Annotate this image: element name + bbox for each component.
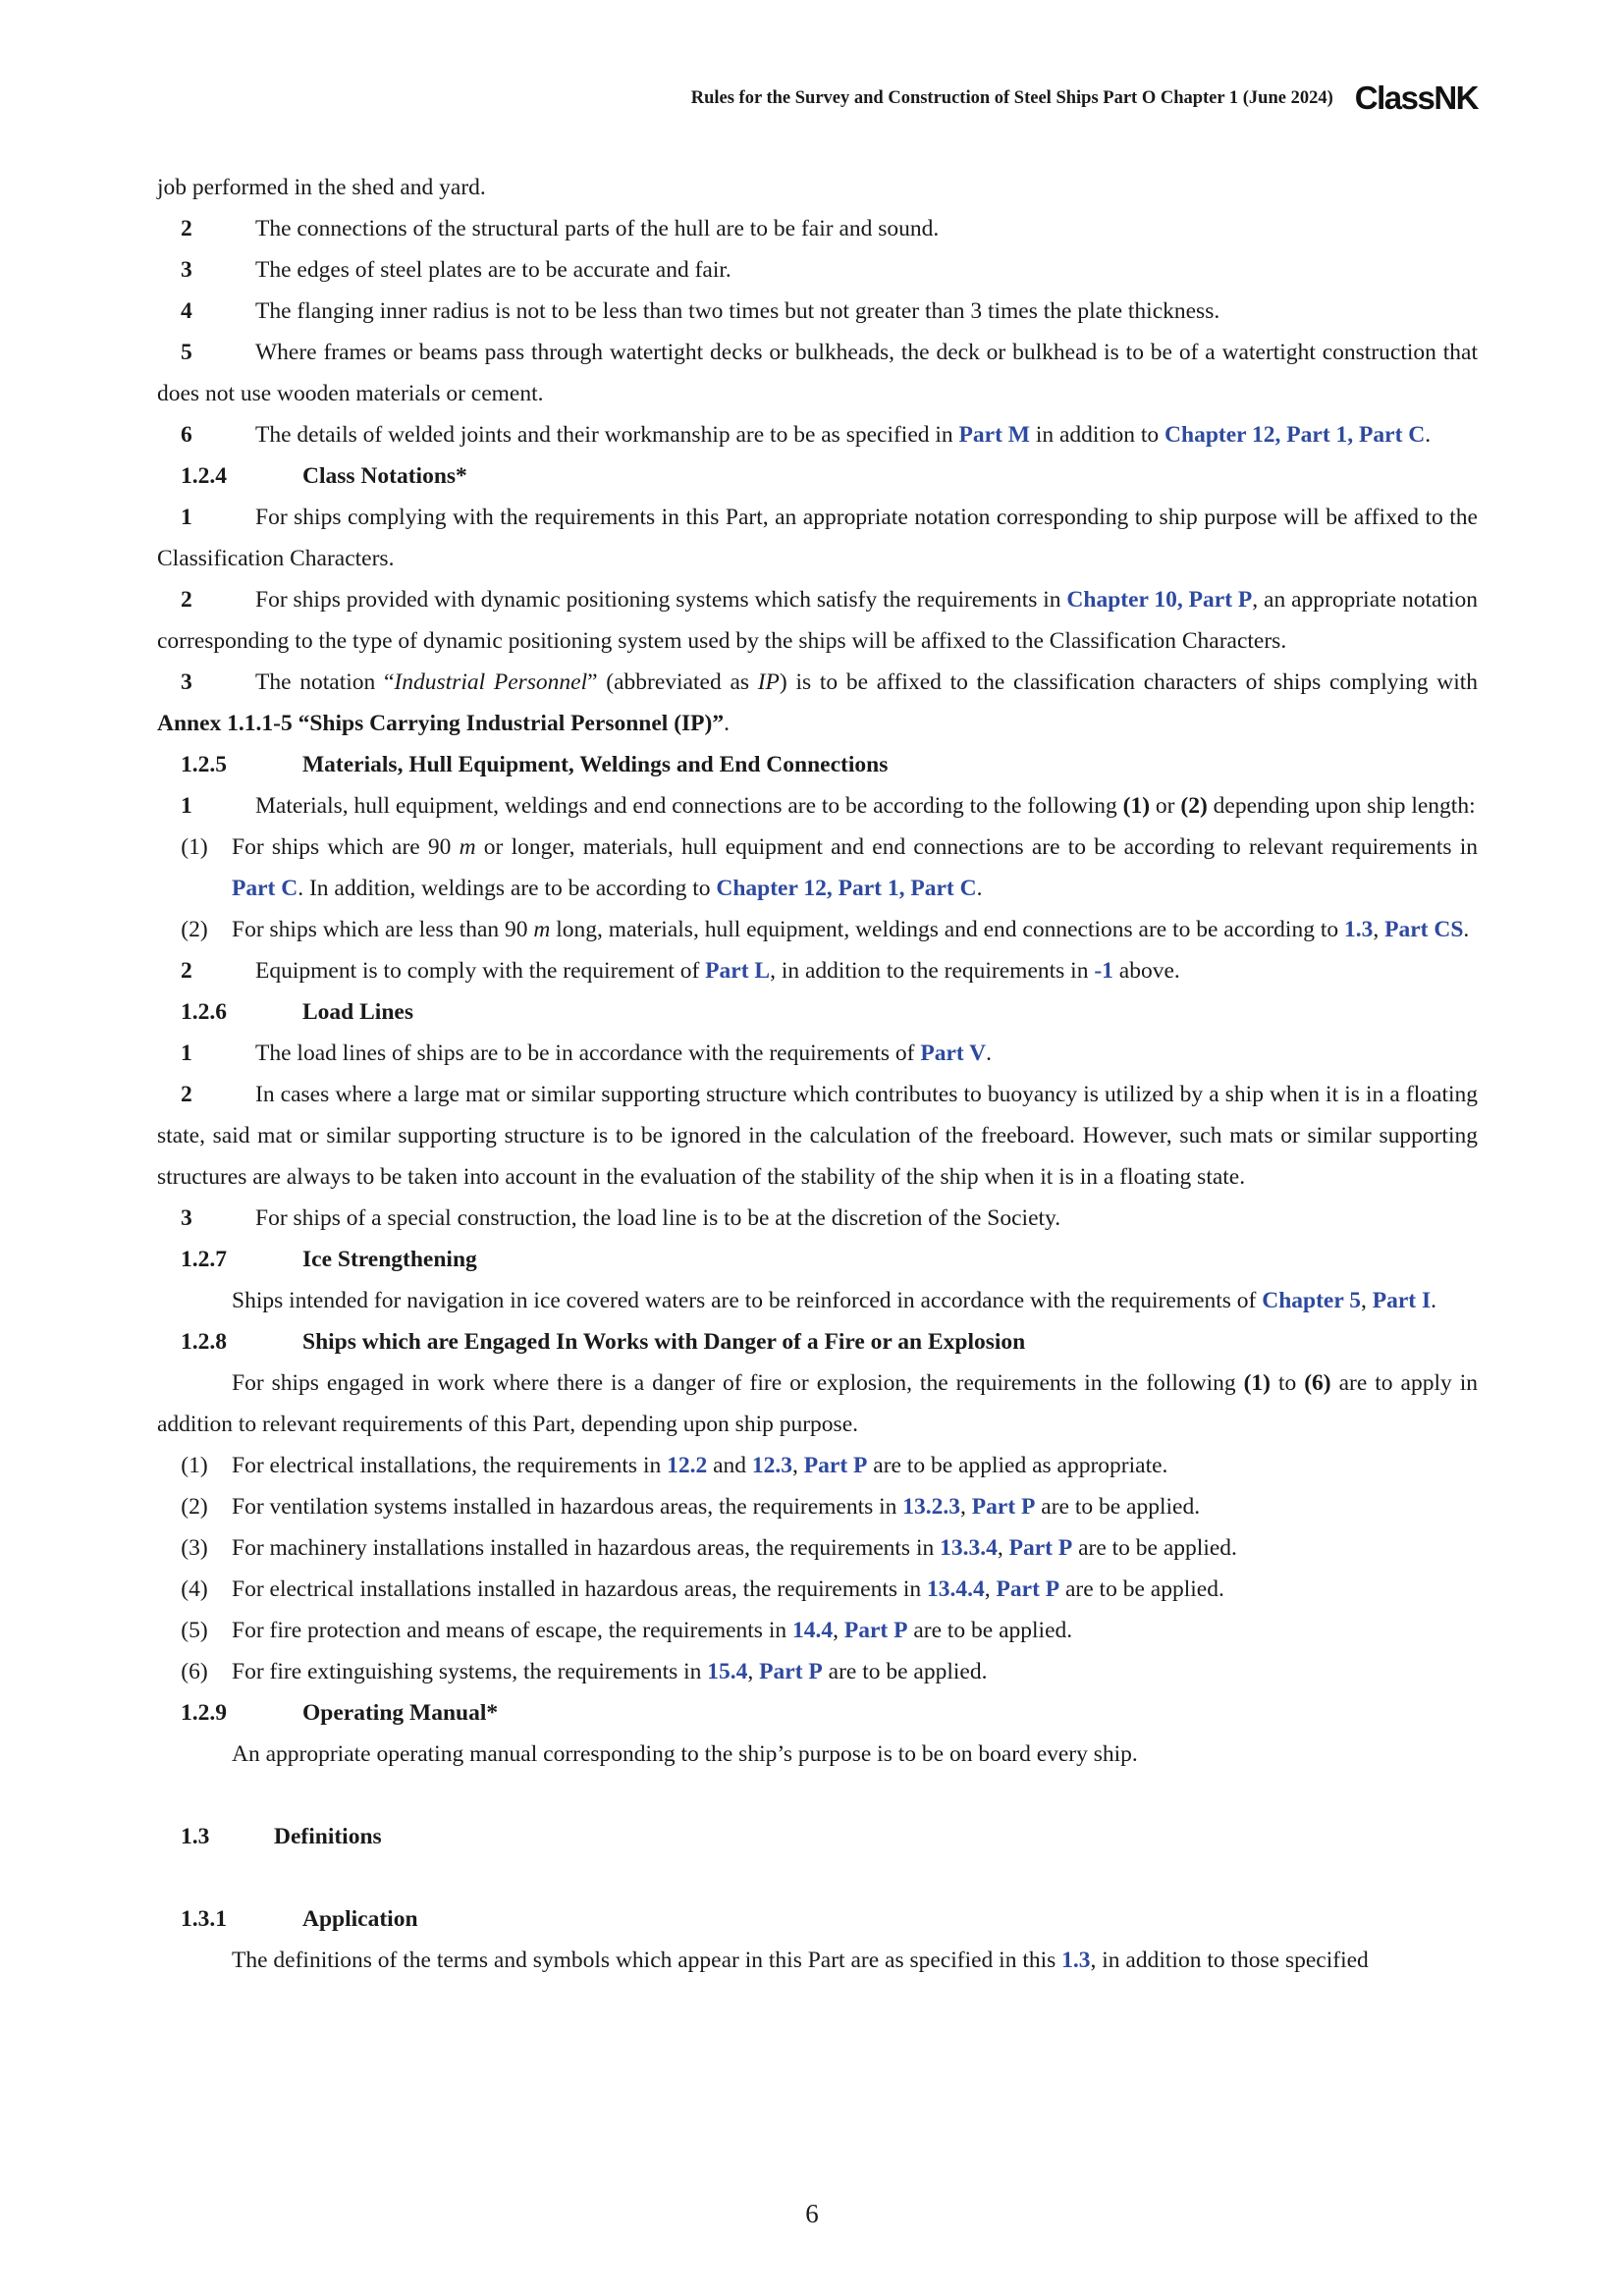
link-part-p[interactable]: Part P: [1008, 1535, 1073, 1561]
paragraph: 2 The connections of the structural parts of the hull are to be fair and sound.: [181, 216, 940, 241]
list-item: (1) For ships which are 90 m or longer, materials, hull equipment and end connections are to be according to relevant requirements in Part C. In addition, weldings are to be according to Chapter 12, Part 1, Part C.: [181, 834, 1478, 901]
paragraph: job performed in the shed and yard.: [157, 175, 486, 200]
classnk-logo: ClassNK: [1354, 80, 1478, 116]
header-title: Rules for the Survey and Construction of Steel Ships Part O Chapter 1 (June 2024): [690, 87, 1333, 108]
paragraph: 3 The notation “Industrial Personnel” (abbreviated as IP) is to be affixed to the classification characters of ships complying with Annex 1.1.1-5 “Ships Carrying Industrial Personnel (IP)”.: [157, 669, 1479, 736]
page-number: 6: [805, 2199, 819, 2228]
paragraph: 2 In cases where a large mat or similar supporting structure which contributes to buoyancy is utilized by a ship when it is in a floating state, said mat or similar supporting structure is to be ignored in the calculation of the freeboard. However, such mats or similar supporting structures are always to be taken into account in the evaluation of the stability of the ship when it is in a floating state.: [157, 1082, 1478, 1190]
list-item: (1) For electrical installations, the requirements in 12.2 and 12.3, Part P are to be applied as appropriate.: [181, 1453, 1168, 1478]
paragraph: 4 The flanging inner radius is not to be less than two times but not greater than 3 times the plate thickness.: [181, 298, 1220, 324]
link-chapter-10[interactable]: Chapter 10, Part P: [1066, 587, 1253, 613]
spacer: [157, 1775, 1478, 1816]
paragraph: 6 The details of welded joints and their workmanship are to be as specified in Part M in addition to Chapter 12, Part 1, Part C.: [181, 422, 1432, 448]
paragraph: 2 For ships provided with dynamic positioning systems which satisfy the requirements in Chapter 10, Part P, an appropriate notation corresponding to the type of dynamic positioning system used by the ships will be affixed to the Classification Characters.: [157, 587, 1478, 654]
link-13-4-4[interactable]: 13.4.4: [927, 1576, 985, 1602]
link-part-l[interactable]: Part L: [705, 958, 771, 984]
link-part-v[interactable]: Part V: [920, 1041, 987, 1066]
link-minus-1[interactable]: -1: [1094, 958, 1113, 984]
link-part-c[interactable]: Part C: [232, 876, 298, 901]
link-part-p[interactable]: Part P: [996, 1576, 1060, 1602]
link-part-p[interactable]: Part P: [843, 1618, 908, 1643]
link-chapter-12[interactable]: Chapter 12, Part 1, Part C: [716, 876, 977, 901]
link-12-3[interactable]: 12.3: [751, 1453, 793, 1478]
list-item: (2) For ships which are less than 90 m long, materials, hull equipment, weldings and end connections are to be according to 1.3, Part CS.: [181, 917, 1470, 942]
paragraph: 1 The load lines of ships are to be in accordance with the requirements of Part V.: [181, 1041, 993, 1066]
paragraph: 1 Materials, hull equipment, weldings and end connections are to be according to the following (1) or (2) depending upon ship length:: [181, 793, 1476, 819]
link-chapter-12[interactable]: Chapter 12, Part 1, Part C: [1164, 422, 1426, 448]
link-13-2-3[interactable]: 13.2.3: [902, 1494, 961, 1520]
link-1-3[interactable]: 1.3: [1061, 1948, 1091, 1973]
link-14-4[interactable]: 14.4: [791, 1618, 834, 1643]
link-part-i[interactable]: Part I: [1372, 1288, 1432, 1313]
link-part-p[interactable]: Part P: [971, 1494, 1036, 1520]
section-heading: 1.2.5 Materials, Hull Equipment, Weldings and End Connections: [181, 752, 889, 777]
section-heading: 1.2.7 Ice Strengthening: [181, 1247, 477, 1272]
list-item: (3) For machinery installations installed in hazardous areas, the requirements in 13.3.4, Part P are to be applied.: [181, 1535, 1237, 1561]
section-heading: 1.3 Definitions: [181, 1824, 382, 1849]
list-item: (4) For electrical installations installed in hazardous areas, the requirements in 13.4.4, Part P are to be applied.: [181, 1576, 1224, 1602]
paragraph: An appropriate operating manual corresponding to the ship’s purpose is to be on board every ship.: [232, 1741, 1138, 1767]
paragraph: 1 For ships complying with the requirements in this Part, an appropriate notation corresponding to ship purpose will be affixed to the Classification Characters.: [157, 505, 1478, 571]
link-12-2[interactable]: 12.2: [667, 1453, 708, 1478]
paragraph: 3 The edges of steel plates are to be accurate and fair.: [181, 257, 731, 283]
paragraph: Ships intended for navigation in ice covered waters are to be reinforced in accordance with the requirements of Chapter 5, Part I.: [232, 1288, 1437, 1313]
list-item: (2) For ventilation systems installed in hazardous areas, the requirements in 13.2.3, Part P are to be applied.: [181, 1494, 1201, 1520]
link-chapter-5[interactable]: Chapter 5: [1262, 1288, 1361, 1313]
paragraph: 3 For ships of a special construction, the load line is to be at the discretion of the Society.: [181, 1205, 1061, 1231]
section-heading: 1.3.1 Application: [181, 1906, 418, 1932]
section-heading: 1.2.9 Operating Manual*: [181, 1700, 499, 1726]
spacer: [157, 1857, 1478, 1898]
paragraph: The definitions of the terms and symbols which appear in this Part are as specified in this 1.3, in addition to those specified: [232, 1948, 1369, 1973]
list-item: (6) For fire extinguishing systems, the requirements in 15.4, Part P are to be applied.: [181, 1659, 988, 1684]
document-body: [157, 167, 1478, 1981]
link-part-p[interactable]: Part P: [759, 1659, 823, 1684]
paragraph: 5 Where frames or beams pass through watertight decks or bulkheads, the deck or bulkhead is to be of a watertight construction that does not use wooden materials or cement.: [157, 340, 1478, 406]
paragraph: For ships engaged in work where there is a danger of fire or explosion, the requirements in the following (1) to (6) are to apply in addition to relevant requirements of this Part, depending upon ship purpose.: [157, 1370, 1478, 1437]
link-15-4[interactable]: 15.4: [707, 1659, 748, 1684]
link-13-3-4[interactable]: 13.3.4: [940, 1535, 998, 1561]
link-1-3[interactable]: 1.3: [1343, 917, 1374, 942]
link-part-m[interactable]: Part M: [958, 422, 1030, 448]
page-header: [157, 79, 1478, 118]
section-heading: 1.2.6 Load Lines: [181, 999, 413, 1025]
paragraph: 2 Equipment is to comply with the requirement of Part L, in addition to the requirements in -1 above.: [181, 958, 1180, 984]
link-part-p[interactable]: Part P: [803, 1453, 868, 1478]
section-heading: 1.2.8 Ships which are Engaged In Works with Danger of a Fire or an Explosion: [181, 1329, 1026, 1355]
link-part-cs[interactable]: Part CS: [1384, 917, 1464, 942]
list-item: (5) For fire protection and means of escape, the requirements in 14.4, Part P are to be applied.: [181, 1618, 1073, 1643]
section-heading: 1.2.4 Class Notations*: [181, 463, 467, 489]
